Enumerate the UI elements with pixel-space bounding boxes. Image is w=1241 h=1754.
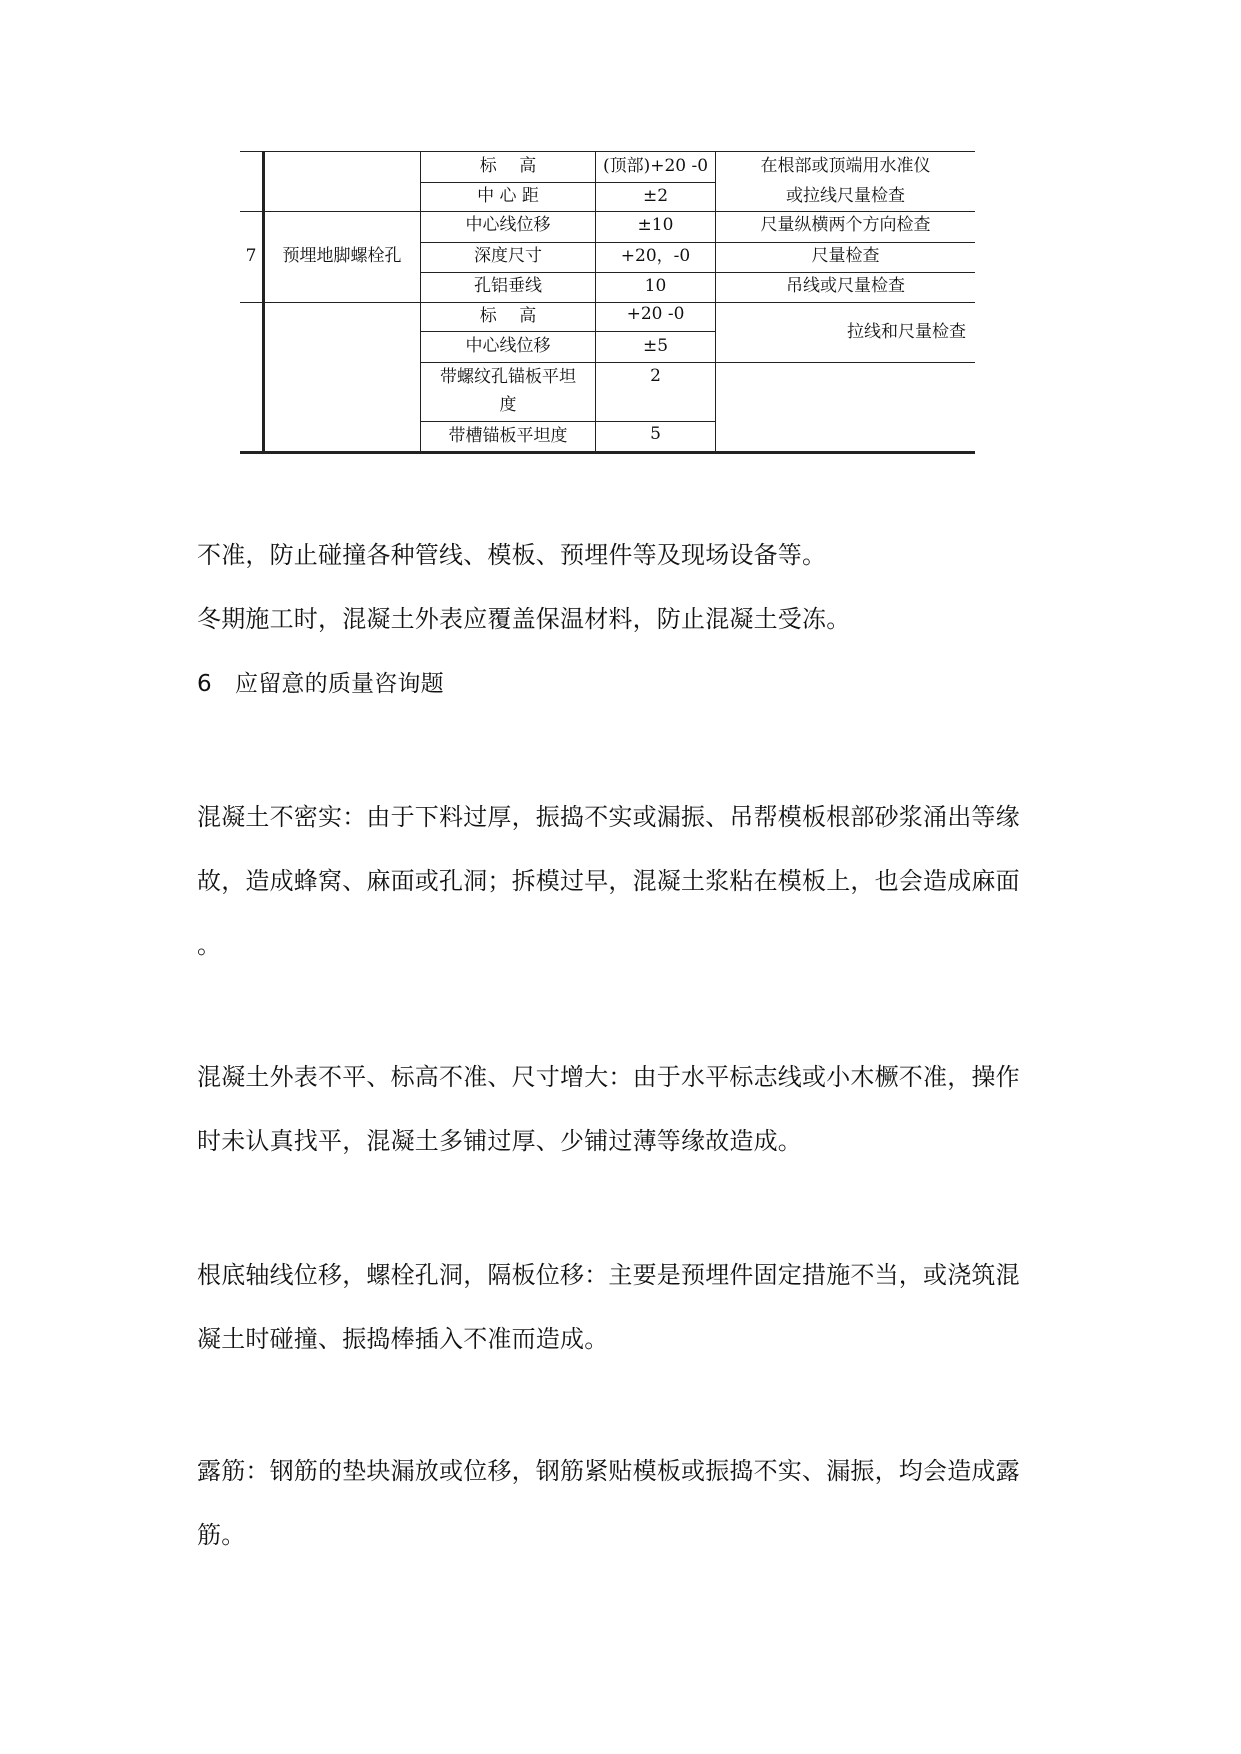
tolerance-cell: ±5 [642, 336, 669, 356]
tolerance-cell: ±10 [637, 215, 674, 235]
paragraph: 冬期施工时，混凝土外表应覆盖保温材料，防止混凝土受冻。 [197, 605, 851, 633]
method-cell: 尺量纵横两个方向检查 [760, 215, 931, 235]
paragraph-line: 时未认真找平，混凝土多铺过厚、少铺过薄等缘故造成。 [197, 1127, 802, 1155]
item-cell: 中心线位移 [465, 215, 551, 235]
item-cell: 带槽锚板平坦度 [448, 426, 568, 446]
group-name: 预埋地脚螺栓孔 [282, 246, 402, 266]
tolerance-cell: 5 [650, 424, 661, 444]
item-cell: 度 [499, 395, 517, 415]
paragraph-line: 凝土时碰撞、振捣棒插入不准而造成。 [197, 1325, 609, 1353]
tolerance-table [0, 0, 1241, 470]
paragraph-line: 混凝土外表不平、标高不准、尺寸增大：由于水平标志线或小木橛不准，操作 [197, 1063, 1020, 1091]
paragraph-line: 故，造成蜂窝、麻面或孔洞；拆模过早，混凝土浆粘在模板上，也会造成麻面 [197, 867, 1020, 895]
item-cell: 中 心 距 [477, 186, 539, 206]
method-cell: 拉线和尺量检查 [847, 322, 966, 342]
tolerance-cell: +20 -0 [626, 304, 685, 324]
paragraph-line: 。 [197, 931, 222, 959]
group-number: 7 [245, 246, 257, 266]
tolerance-cell: 2 [650, 366, 661, 386]
item-cell: 标 高 [479, 306, 537, 326]
paragraph-line: 根底轴线位移，螺栓孔洞，隔板位移：主要是预埋件固定措施不当，或浇筑混 [197, 1261, 1020, 1289]
paragraph-line: 筋。 [197, 1521, 246, 1549]
paragraph-line: 混凝土不密实：由于下料过厚，振捣不实或漏振、吊帮模板根部砂浆涌出等缘 [197, 803, 1020, 831]
item-cell: 中心线位移 [465, 336, 551, 356]
tolerance-cell: ±2 [642, 186, 669, 206]
tolerance-cell: +20，-0 [620, 246, 691, 266]
method-cell: 尺量检查 [811, 246, 880, 266]
item-cell: 带螺纹孔锚板平坦 [440, 367, 576, 387]
tolerance-cell: 10 [644, 276, 667, 296]
item-cell: 标 高 [479, 156, 537, 176]
method-cell: 在根部或顶端用水准仪 [760, 156, 931, 176]
tolerance-cell: (顶部)+20 -0 [602, 156, 709, 176]
paragraph: 不准，防止碰撞各种管线、模板、预埋件等及现场设备等。 [197, 541, 827, 569]
method-cell: 或拉线尺量检查 [786, 186, 905, 206]
item-cell: 深度尺寸 [474, 246, 542, 266]
table-bottom-rule [240, 451, 975, 454]
table-rule [262, 151, 265, 454]
paragraph-line: 露筋：钢筋的垫块漏放或位移，钢筋紧贴模板或振捣不实、漏振，均会造成露 [197, 1457, 1020, 1485]
method-cell: 吊线或尺量检查 [786, 276, 905, 296]
section-heading: 6 应留意的质量咨询题 [197, 671, 444, 697]
item-cell: 孔铝垂线 [474, 276, 542, 296]
